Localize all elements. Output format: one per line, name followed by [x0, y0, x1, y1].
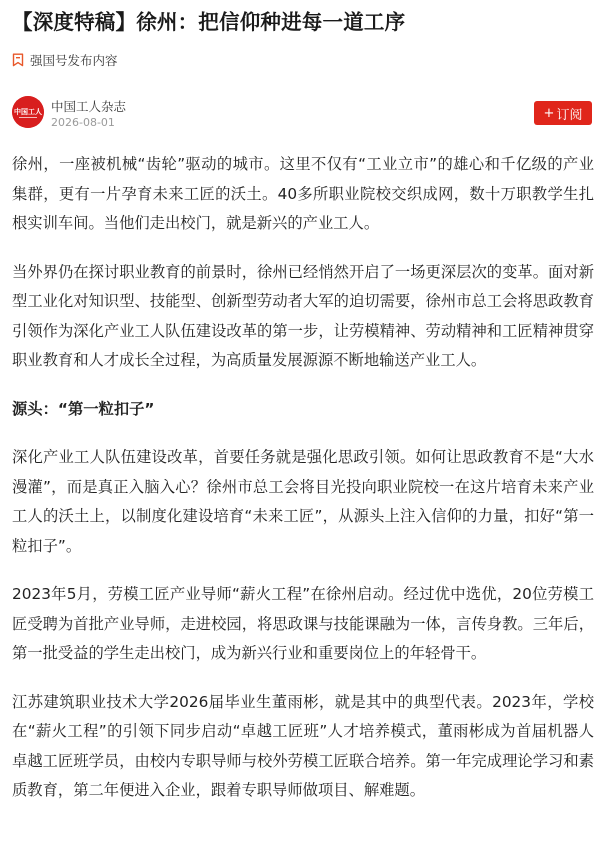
avatar[interactable] [12, 96, 44, 128]
subscribe-label: 订阅 [556, 107, 583, 123]
source-label: 强国号发布内容 [30, 53, 118, 68]
article-body [12, 150, 594, 825]
article-paragraph: 2023年5月，劳模工匠产业导师“薪火工程”在徐州启动。经过优中选优，20位劳模工匠受聘为首批产业导师，走进校园，将思政课与技能课融为一体，言传身教。三年后，第一批受益的学生走出校门，成为新兴行业和重要岗位上的年轻骨干。 [12, 585, 594, 662]
avatar-logo-text: 中国工人 [14, 107, 42, 116]
bookmark-icon [12, 53, 24, 67]
plus-icon: + [543, 105, 555, 121]
author-row [12, 96, 592, 132]
article-title: 【深度特稿】徐州：把信仰种进每一道工序 [12, 10, 406, 34]
article-paragraph: 江苏建筑职业技术大学2026届毕业生董雨彬，就是其中的典型代表。2023年，学校在“薪火工程”的引领下同步启动“卓越工匠班”人才培养模式，董雨彬成为首届机器人卓越工匠班学员，由校内专职导师与校外劳模工匠联合培养。第一年完成理论学习和素质教育，第二年便进入企业，跟着专职导师做项目、解难题。 [12, 692, 594, 799]
publish-date: 2026-08-01 [51, 116, 115, 129]
article-paragraph: 深化产业工人队伍建设改革，首要任务就是强化思政引领。如何让思政教育不是“大水漫灌”，而是真正入脑入心？徐州市总工会将目光投向职业院校一在这片培育未来产业工人的沃土上，以制度化建设培育“未来工匠”，从源头上注入信仰的力量，扣好“第一粒扣子”。 [12, 448, 594, 555]
subscribe-button[interactable] [534, 101, 592, 125]
article-paragraph: 当外界仍在探讨职业教育的前景时，徐州已经悄然开启了一场更深层次的变革。面对新型工业化对知识型、技能型、创新型劳动者大军的迫切需要，徐州市总工会将思政教育引领作为深化产业工人队伍建设改革的第一步，让劳模精神、劳动精神和工匠精神贯穿职业教育和人才成长全过程，为高质量发展源源不断地输送产业工人。 [12, 262, 594, 369]
source-row [12, 50, 118, 70]
section-heading: 源头：“第一粒扣子” [12, 399, 155, 418]
author-name[interactable]: 中国工人杂志 [51, 99, 127, 114]
article-paragraph: 徐州，一座被机械“齿轮”驱动的城市。这里不仅有“工业立市”的雄心和千亿级的产业集群，更有一片孕育未来工匠的沃土。40多所职业院校交织成网，数十万职教学生扎根实训车间。当他们走出校门，就是新兴的产业工人。 [12, 155, 594, 232]
